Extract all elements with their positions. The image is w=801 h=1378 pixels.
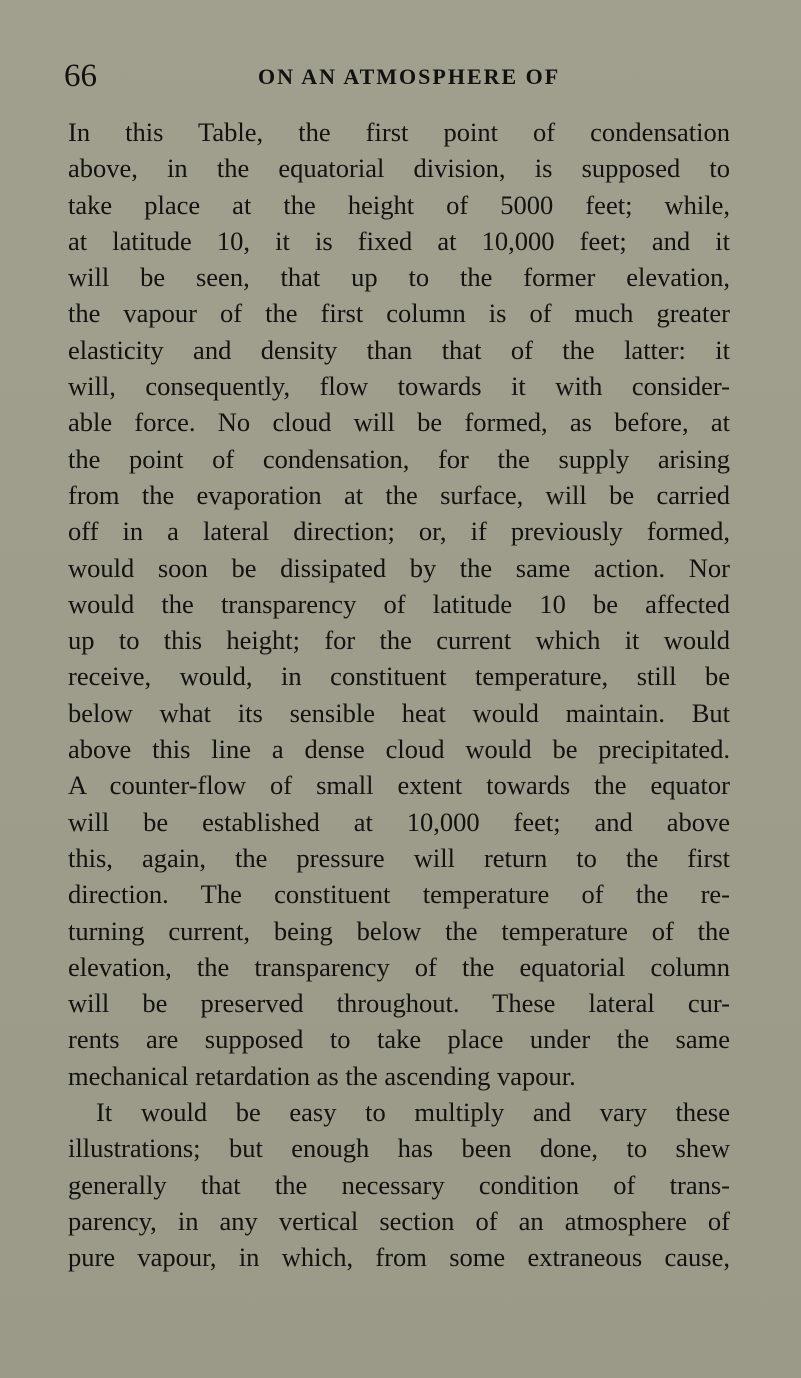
text-line: off in a lateral direction; or, if previously formed, <box>68 516 730 547</box>
text-line: generally that the necessary condition of trans- <box>68 1169 730 1200</box>
text-line: receive, would, in constituent temperature, still be <box>68 661 730 692</box>
text-line: A counter-flow of small extent towards the equator <box>68 770 730 801</box>
text-line: the vapour of the first column is of much greater <box>68 298 730 329</box>
text-line: It would be easy to multiply and vary these <box>96 1097 730 1128</box>
text-line: at latitude 10, it is fixed at 10,000 feet; and it <box>68 225 730 256</box>
text-line: pure vapour, in which, from some extraneous cause, <box>68 1242 730 1273</box>
text-line: would soon be dissipated by the same action. Nor <box>68 552 730 583</box>
text-line: parency, in any vertical section of an atmosphere of <box>68 1205 730 1236</box>
text-line: will be preserved throughout. These lateral cur- <box>68 988 730 1019</box>
text-line: able force. No cloud will be formed, as before, at <box>68 407 730 438</box>
text-line: elevation, the transparency of the equatorial column <box>68 951 730 982</box>
running-head <box>64 56 736 96</box>
text-line: elasticity and density than that of the latter: it <box>68 334 730 365</box>
text-line: will be established at 10,000 feet; and above <box>68 806 730 837</box>
page-number: 66 <box>64 58 97 94</box>
text-line: In this Table, the first point of condensation <box>68 117 730 147</box>
running-title: ON AN ATMOSPHERE OF <box>258 64 561 89</box>
text-line: will, consequently, flow towards it with consider- <box>68 371 730 402</box>
text-line: take place at the height of 5000 feet; while, <box>68 189 730 220</box>
text-line: rents are supposed to take place under the same <box>68 1024 730 1055</box>
text-line: the point of condensation, for the supply arising <box>68 443 730 474</box>
text-line: up to this height; for the current which it would <box>68 625 730 656</box>
text-line: direction. The constituent temperature of the re- <box>68 879 730 910</box>
text-line: above this line a dense cloud would be precipitated. <box>68 734 730 765</box>
text-line: illustrations; but enough has been done, to shew <box>68 1133 730 1164</box>
body-text <box>68 114 730 1276</box>
text-line: from the evaporation at the surface, will be carried <box>68 479 730 510</box>
text-line: below what its sensible heat would maintain. But <box>68 697 730 728</box>
text-line: would the transparency of latitude 10 be affected <box>68 588 730 619</box>
text-line: will be seen, that up to the former elevation, <box>68 262 730 293</box>
text-line: turning current, being below the temperature of the <box>68 915 730 946</box>
text-line: mechanical retardation as the ascending vapour. <box>68 1060 576 1091</box>
text-line: above, in the equatorial division, is supposed to <box>68 153 730 184</box>
text-line: this, again, the pressure will return to the first <box>68 842 730 873</box>
